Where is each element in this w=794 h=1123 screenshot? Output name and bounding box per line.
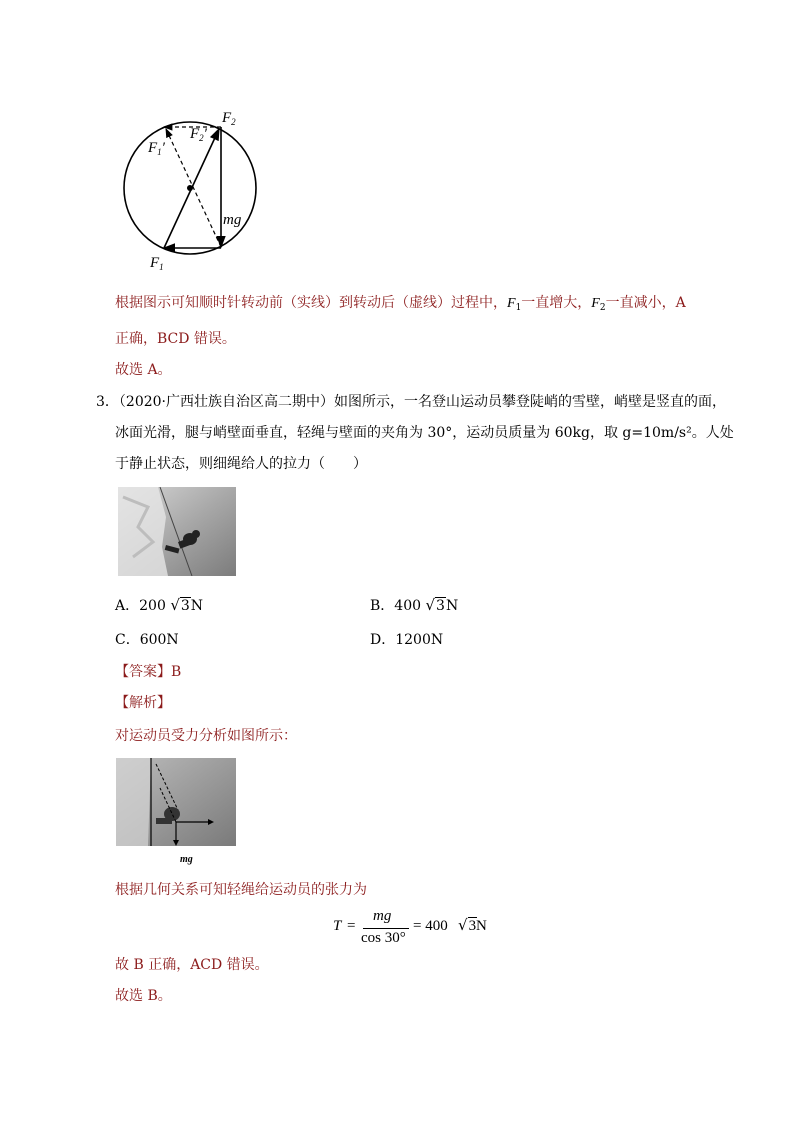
label-f2: $F_2$ bbox=[222, 110, 236, 127]
f2-prime-vector bbox=[166, 129, 221, 247]
label-f2-prime: $F_2'$ bbox=[190, 126, 207, 143]
q3-stem-line1: 3．（2020·广西壮族自治区高二期中）如图所示，一名登山运动员攀登陡峭的雪壁，峭壁是竖直的面， bbox=[96, 394, 726, 410]
force-analysis-photo bbox=[116, 758, 236, 846]
option-a[interactable]: A．200 √3N bbox=[115, 596, 204, 614]
option-b[interactable]: B．400 √3N bbox=[370, 596, 459, 614]
option-c[interactable]: C．600N bbox=[115, 632, 179, 648]
f2-vector bbox=[164, 129, 219, 248]
q3-conclusion: 故 B 正确，ACD 错误。 bbox=[115, 957, 269, 973]
q3-analysis-line1: 对运动员受力分析如图所示： bbox=[115, 728, 297, 744]
q3-stem-line2: 冰面光滑，腿与峭壁面垂直，轻绳与壁面的夹角为 30°，运动员质量为 60kg，取 g=10m/s²。人处 bbox=[115, 425, 734, 441]
q3-analysis-title: 【解析】 bbox=[115, 695, 171, 711]
q3-final-answer: 故选 B。 bbox=[115, 988, 172, 1004]
q3-analysis-line2: 根据几何关系可知轻绳给运动员的张力为 bbox=[115, 882, 367, 898]
q3-stem-line3: 于静止状态，则细绳给人的拉力（ ） bbox=[115, 456, 367, 472]
label-f1: $F_1$ bbox=[150, 255, 164, 272]
q2-final-answer: 故选 A。 bbox=[115, 362, 172, 378]
q2-analysis-line1: 根据图示可知顺时针转动前（实线）到转动后（虚线）过程中，$F_1$一直增大，$F_2$一直减小，A bbox=[115, 295, 686, 313]
q2-analysis-line2: 正确，BCD 错误。 bbox=[115, 331, 236, 347]
label-f1-prime: $F_1'$ bbox=[148, 140, 165, 157]
q3-answer: 【答案】B bbox=[115, 664, 182, 680]
climber-photo bbox=[118, 487, 236, 576]
option-d[interactable]: D．1200N bbox=[370, 632, 444, 648]
force-photo-mg-label: mg bbox=[180, 854, 193, 865]
label-mg: mg bbox=[223, 212, 242, 228]
